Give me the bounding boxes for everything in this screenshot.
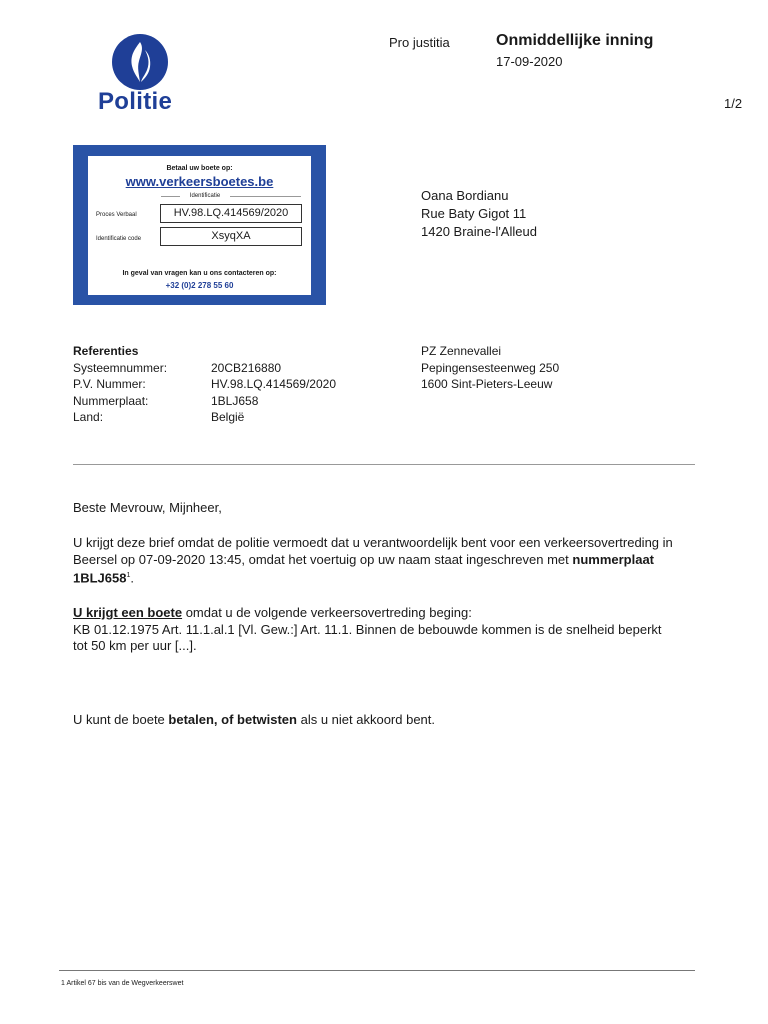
plate-number-emphasis: nummerplaat 1BLJ658 xyxy=(73,551,655,586)
pv-number-field: HV.98.LQ.414569/2020 xyxy=(160,204,302,223)
reference-value: HV.98.LQ.414569/2020 xyxy=(211,377,336,391)
recipient-address xyxy=(421,187,537,241)
footnote: 1 Artikel 67 bis van de Wegverkeerswet xyxy=(61,980,184,987)
police-name: PZ Zennevallei xyxy=(421,344,502,358)
recipient-street: Rue Baty Gigot 11 xyxy=(421,206,527,221)
reference-label: Land: xyxy=(73,410,104,424)
paragraph-offence xyxy=(73,605,673,655)
footnote-ref: 1 xyxy=(126,572,131,579)
paragraph-reason xyxy=(73,535,673,587)
reference-label: Systeemnummer: xyxy=(73,360,168,375)
reference-row xyxy=(73,360,336,377)
police-street: Pepingensesteenweg 250 xyxy=(421,360,560,375)
police-address xyxy=(421,343,559,393)
flame-emblem-icon xyxy=(112,34,168,90)
reference-value: 20CB216880 xyxy=(211,360,282,375)
payment-url-link[interactable]: www.verkeersboetes.be xyxy=(125,174,274,189)
payment-box xyxy=(73,145,326,305)
greeting: Beste Mevrouw, Mijnheer, xyxy=(73,500,222,515)
paragraph-text: omdat u de volgende verkeersovertreding beging: xyxy=(182,605,472,620)
footnote-divider xyxy=(59,970,695,971)
pv-label: Proces Verbaal xyxy=(96,212,137,218)
reference-row xyxy=(73,409,336,426)
pro-justitia-label: Pro justitia xyxy=(389,35,450,50)
paragraph-text: U kunt de boete xyxy=(73,712,169,727)
recipient-name: Oana Bordianu xyxy=(421,188,509,203)
logo-text: Politie xyxy=(98,88,173,115)
paragraph-end: . xyxy=(130,570,135,586)
offence-article: KB 01.12.1975 Art. 11.1.al.1 [Vl. Gew.:] Art. 11.1. Binnen de bebouwde kommen is de snelheid beperkt tot 50 km per uur [...]. xyxy=(73,621,662,653)
reference-value: 1BLJ658 xyxy=(211,393,259,408)
reference-label: Nummerplaat: xyxy=(73,393,149,408)
reference-row xyxy=(73,376,336,393)
reference-value: België xyxy=(211,410,245,424)
paragraph-text: als u niet akkoord bent. xyxy=(296,712,436,727)
section-divider xyxy=(73,464,695,465)
reference-row xyxy=(73,393,336,410)
references-block xyxy=(73,343,336,426)
recipient-city: 1420 Braine-l'Alleud xyxy=(421,224,537,239)
references-title: Referenties xyxy=(73,344,139,358)
pay-or-dispute-emphasis: betalen, of betwisten xyxy=(168,712,297,727)
reference-label: P.V. Nummer: xyxy=(73,377,146,391)
identification-label: Identificatie xyxy=(180,193,230,199)
identification-code-field: XsyqXA xyxy=(160,227,302,246)
identification-code-label: Identificatie code xyxy=(96,236,142,242)
paragraph-payment xyxy=(73,712,673,729)
contact-phone: +32 (0)2 278 55 60 xyxy=(165,281,234,290)
document-title: Onmiddellijke inning xyxy=(496,32,654,49)
page-number: 1/2 xyxy=(724,96,743,111)
document-date: 17-09-2020 xyxy=(496,54,563,69)
police-city: 1600 Sint-Pieters-Leeuw xyxy=(421,377,553,391)
payment-title: Betaal uw boete op: xyxy=(166,165,233,172)
paragraph-text: U krijgt deze brief omdat de politie vermoedt dat u verantwoordelijk bent voor een verkeersovertreding in Beersel op 07-09-2020 13:45, omdat het voertuig op uw naam staat ingeschreven met xyxy=(73,535,673,567)
fine-emphasis: U krijgt een boete xyxy=(73,605,183,620)
payment-box-inner xyxy=(88,156,311,295)
contact-text: In geval van vragen kan u ons contacteren op: xyxy=(122,270,277,277)
